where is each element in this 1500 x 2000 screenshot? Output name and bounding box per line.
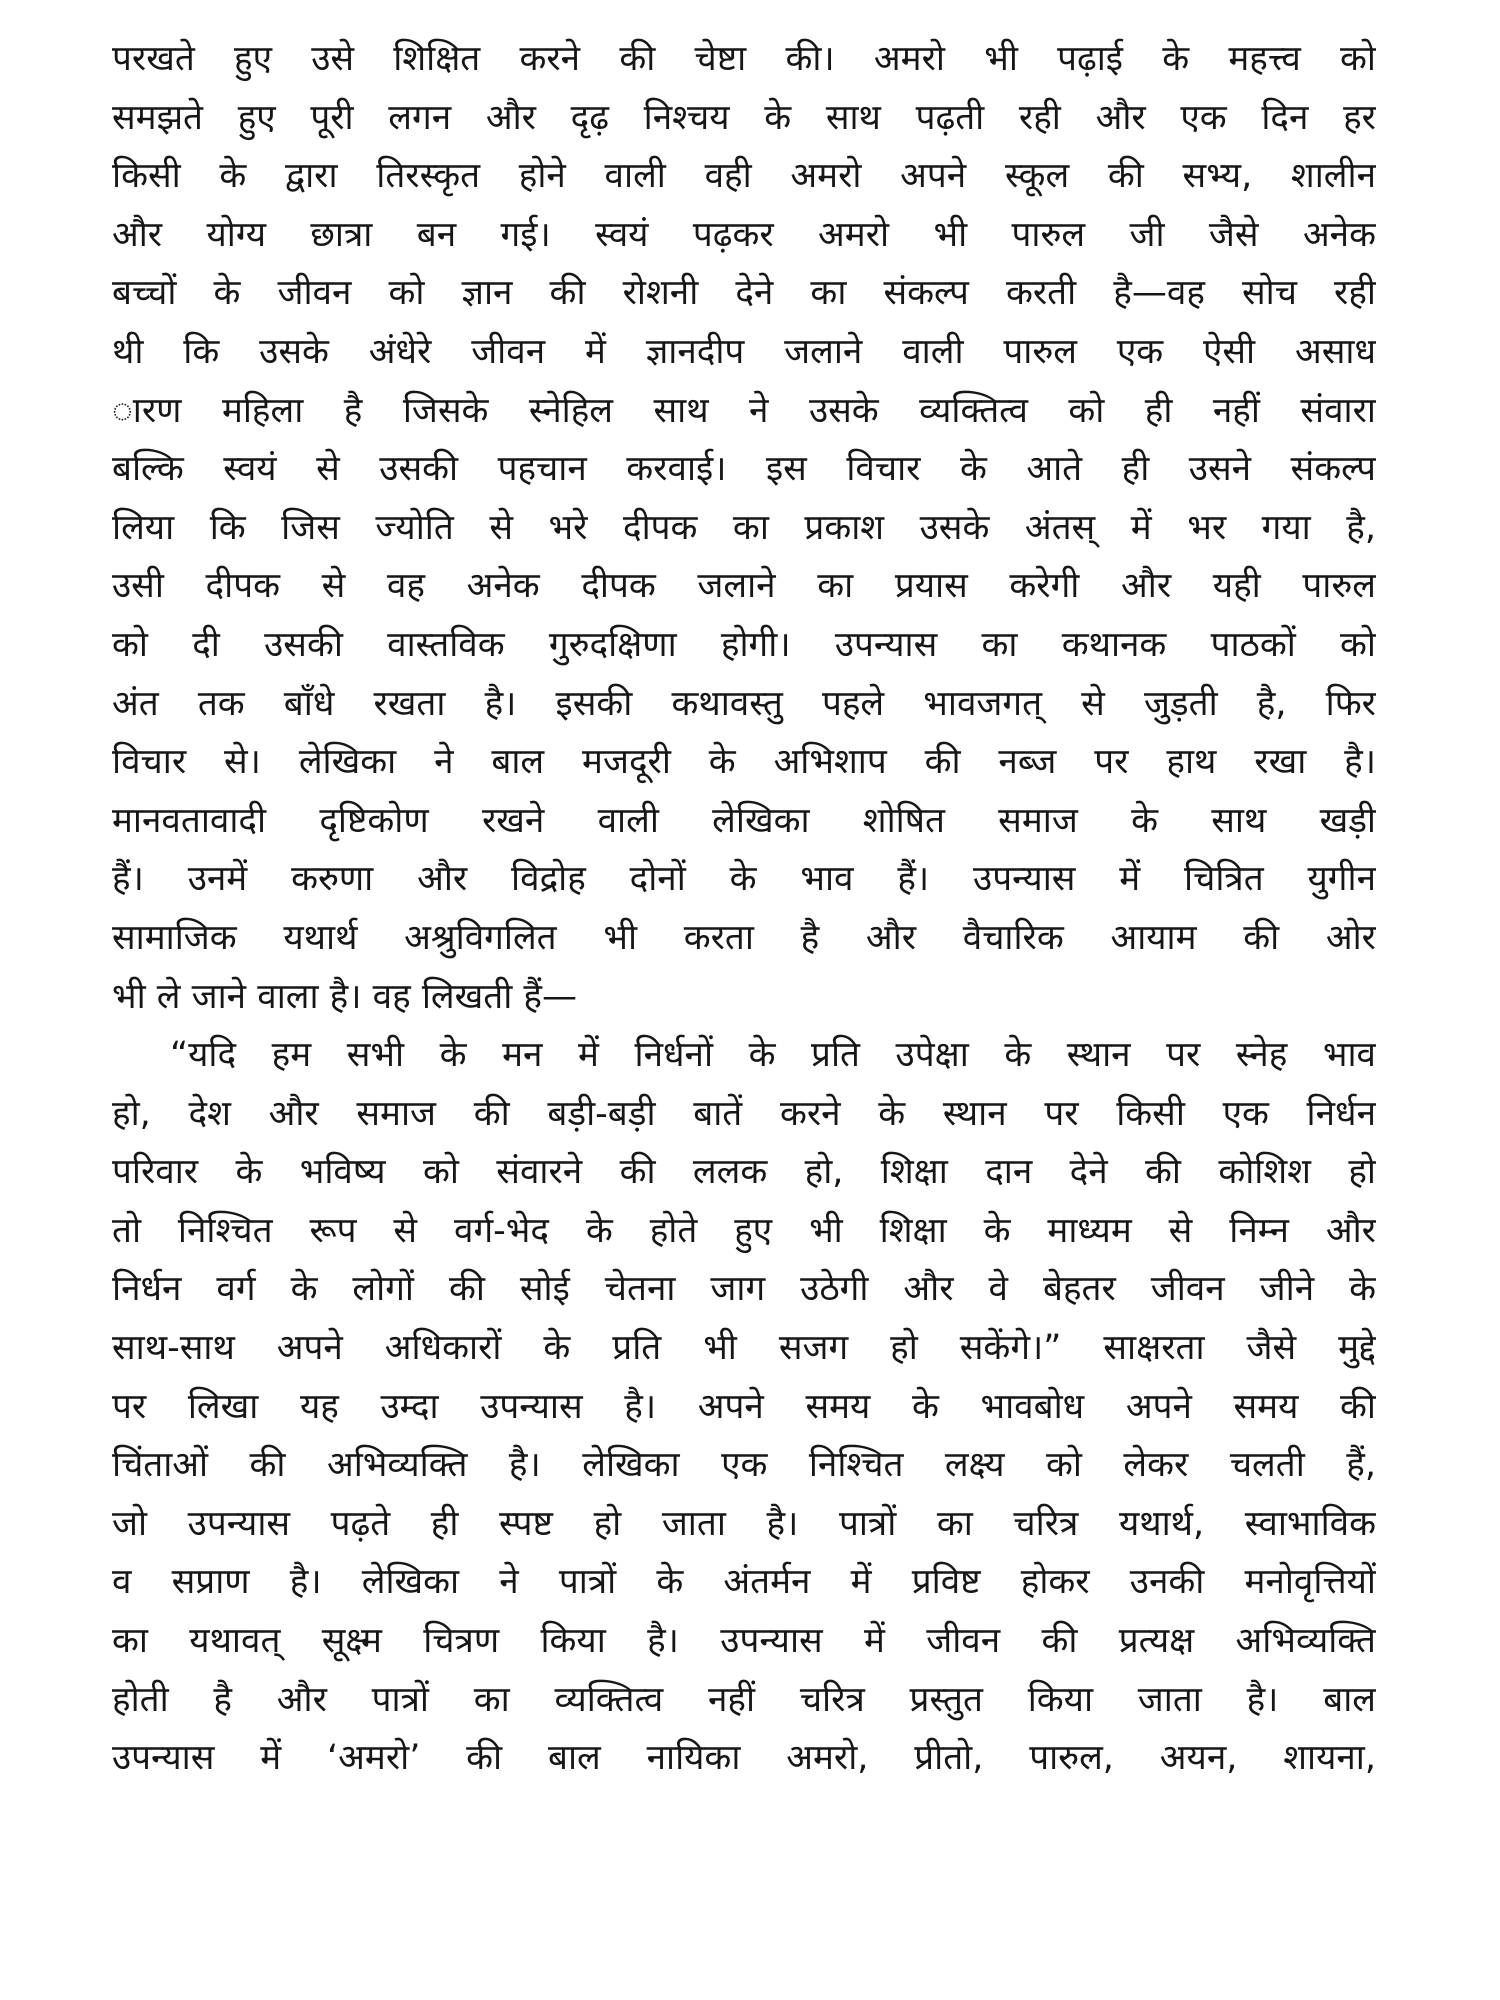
text-line: अंत तक बाँधे रखता है। इसकी कथावस्तु पहले भावजगत् से जुड़ती है, फिर: [112, 683, 1376, 724]
text-line: बल्कि स्वयं से उसकी पहचान करवाई। इस विचार के आते ही उसने संकल्प: [112, 449, 1376, 490]
text-line: साथ-साथ अपने अधिकारों के प्रति भी सजग हो सकेंगे।” साक्षरता जैसे मुद्दे: [112, 1328, 1376, 1369]
body-text: [112, 30, 1376, 1788]
text-line: समझते हुए पूरी लगन और दृढ़ निश्चय के साथ पढ़ती रही और एक दिन हर: [112, 97, 1376, 138]
quote-line: परिवार के भविष्य को संवारने की ललक हो, शिक्षा दान देने की कोशिश हो: [112, 1152, 1376, 1193]
text-line: उपन्यास में ‘अमरो’ की बाल नायिका अमरो, प्रीतो, पारुल, अयन, शायना,: [112, 1738, 1376, 1779]
text-line: भी ले जाने वाला है। वह लिखती हैं—: [112, 976, 577, 1017]
text-line: थी कि उसके अंधेरे जीवन में ज्ञानदीप जलाने वाली पारुल एक ऐसी असाध: [112, 331, 1376, 372]
text-line: होती है और पात्रों का व्यक्तित्व नहीं चरित्र प्रस्तुत किया जाता है। बाल: [112, 1679, 1376, 1720]
text-line: बच्चों के जीवन को ज्ञान की रोशनी देने का संकल्प करती है—वह सोच रही: [112, 273, 1376, 314]
text-line: मानवतावादी दृष्टिकोण रखने वाली लेखिका शोषित समाज के साथ खड़ी: [112, 800, 1376, 841]
text-line: जो उपन्यास पढ़ते ही स्पष्ट हो जाता है। पात्रों का चरित्र यथार्थ, स्वाभाविक: [112, 1503, 1376, 1544]
text-line: ारण महिला है जिसके स्नेहिल साथ ने उसके व्यक्तित्व को ही नहीं संवारा: [112, 390, 1376, 431]
text-line: और योग्य छात्रा बन गई। स्वयं पढ़कर अमरो भी पारुल जी जैसे अनेक: [112, 214, 1376, 255]
text-line: हैं। उनमें करुणा और विद्रोह दोनों के भाव हैं। उपन्यास में चित्रित युगीन: [112, 859, 1376, 900]
text-line: किसी के द्वारा तिरस्कृत होने वाली वही अमरो अपने स्कूल की सभ्य, शालीन: [112, 156, 1376, 197]
text-line: पर लिखा यह उम्दा उपन्यास है। अपने समय के भावबोध अपने समय की: [112, 1386, 1376, 1427]
text-line: सामाजिक यथार्थ अश्रुविगलित भी करता है और वैचारिक आयाम की ओर: [112, 917, 1376, 958]
quote-line: तो निश्चित रूप से वर्ग-भेद के होते हुए भी शिक्षा के माध्यम से निम्न और: [112, 1210, 1376, 1251]
quote-line: निर्धन वर्ग के लोगों की सोई चेतना जाग उठेगी और वे बेहतर जीवन जीने के: [112, 1269, 1376, 1310]
text-line: परखते हुए उसे शिक्षित करने की चेष्टा की। अमरो भी पढ़ाई के महत्त्व को: [112, 39, 1376, 79]
text-line: विचार से। लेखिका ने बाल मजदूरी के अभिशाप की नब्ज पर हाथ रखा है।: [112, 742, 1376, 783]
text-line: व सप्राण है। लेखिका ने पात्रों के अंतर्मन में प्रविष्ट होकर उनकी मनोवृत्तियों: [112, 1562, 1376, 1603]
text-line: को दी उसकी वास्तविक गुरुदक्षिणा होगी। उपन्यास का कथानक पाठकों को: [112, 624, 1376, 665]
text-line: चिंताओं की अभिव्यक्ति है। लेखिका एक निश्चित लक्ष्य को लेकर चलती हैं,: [112, 1445, 1376, 1486]
quote-line: हो, देश और समाज की बड़ी-बड़ी बातें करने के स्थान पर किसी एक निर्धन: [112, 1093, 1376, 1134]
text-line: उसी दीपक से वह अनेक दीपक जलाने का प्रयास करेगी और यही पारुल: [112, 566, 1376, 607]
text-line: लिया कि जिस ज्योति से भरे दीपक का प्रकाश उसके अंतस् में भर गया है,: [112, 507, 1376, 548]
quote-line: “यदि हम सभी के मन में निर्धनों के प्रति उपेक्षा के स्थान पर स्नेह भाव: [170, 1035, 1376, 1076]
text-line: का यथावत् सूक्ष्म चित्रण किया है। उपन्यास में जीवन की प्रत्यक्ष अभिव्यक्ति: [112, 1621, 1376, 1662]
